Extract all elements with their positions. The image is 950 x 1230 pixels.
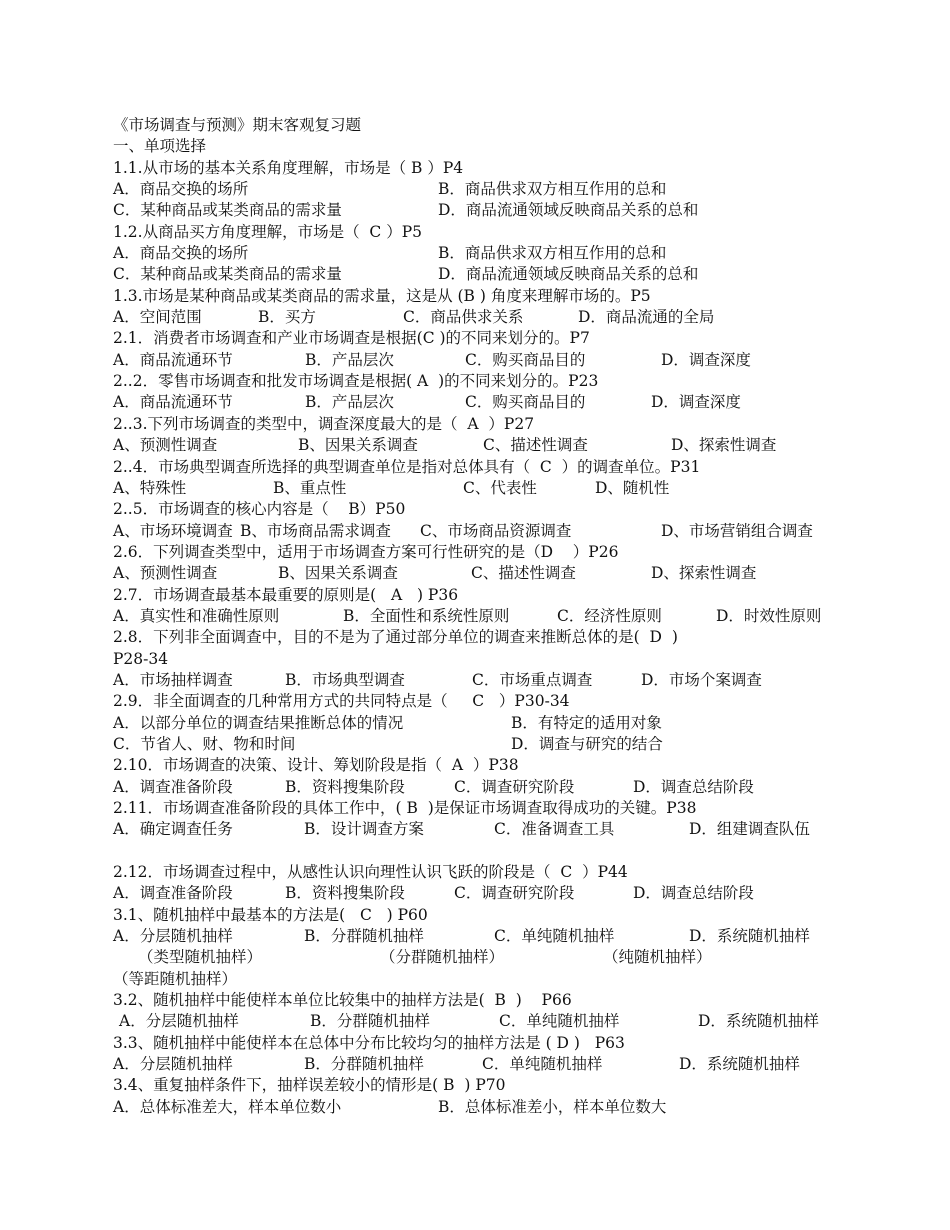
question-line xyxy=(113,862,873,883)
question-line xyxy=(113,542,873,563)
option-text: D．系统随机抽样 xyxy=(689,927,810,946)
option-text: D．系统随机抽样 xyxy=(698,1012,819,1031)
option-line xyxy=(113,435,873,456)
option-text: C．某种商品或某类商品的需求量 xyxy=(113,265,342,284)
option-text: C．某种商品或某类商品的需求量 xyxy=(113,201,342,220)
question-text: 2.7．市场调查最基本最重要的原则是( A ) P36 xyxy=(113,585,459,604)
option-text: C．购买商品目的 xyxy=(465,393,586,412)
option-text: C．商品供求关系 xyxy=(403,308,524,327)
option-text: B．产品层次 xyxy=(305,350,394,369)
option-line xyxy=(113,883,873,904)
question-text: 2.6．下列调查类型中，适用于市场调查方案可行性研究的是（D ）P26 xyxy=(113,542,619,561)
option-text: C．节省人、财、物和时间 xyxy=(113,734,296,753)
option-text: D．调查总结阶段 xyxy=(633,777,754,796)
question-line xyxy=(113,990,873,1011)
question-line xyxy=(113,414,873,435)
option-text: D、市场营销组合调查 xyxy=(661,521,813,540)
blank-line xyxy=(113,841,873,862)
option-text: A．确定调查任务 xyxy=(113,820,233,839)
option-text: A．总体标准差大，样本单位数小 xyxy=(113,1097,342,1116)
question-text: 2.1．消费者市场调查和产业市场调查是根据(C )的不同来划分的。P7 xyxy=(113,329,590,348)
question-line xyxy=(113,969,873,990)
option-text: C．经济性原则 xyxy=(557,606,662,625)
question-line xyxy=(113,649,873,670)
option-text: A．市场抽样调查 xyxy=(113,670,233,689)
option-text: A、特殊性 xyxy=(113,478,187,497)
question-text: （等距随机抽样） xyxy=(113,969,238,988)
question-text: 2.8．下列非全面调查中，目的不是为了通过部分单位的调查来推断总体的是( D ) xyxy=(113,628,678,647)
option-text: B．总体标准差小，样本单位数大 xyxy=(438,1097,667,1116)
option-line xyxy=(113,777,873,798)
option-text: D．组建调查队伍 xyxy=(689,820,810,839)
option-text: D、探索性调查 xyxy=(651,564,757,583)
option-text: B．分群随机抽样 xyxy=(310,1012,430,1031)
document-title xyxy=(113,115,873,136)
question-text: 2.11．市场调查准备阶段的具体工作中，( B )是保证市场调查取得成功的关键。P38 xyxy=(113,799,697,817)
option-text: B．市场典型调查 xyxy=(285,670,405,689)
option-text: A．以部分单位的调查结果推断总体的情况 xyxy=(113,713,404,732)
option-text: A、预测性调查 xyxy=(113,564,218,583)
option-line xyxy=(113,200,873,221)
question-text: 2..3.下列市场调查的类型中，调查深度最大的是（ A ）P27 xyxy=(113,414,535,433)
option-line xyxy=(113,350,873,371)
question-line xyxy=(113,286,873,307)
option-text: C．单纯随机抽样 xyxy=(494,927,615,946)
option-text: A、预测性调查 xyxy=(113,436,218,455)
option-line xyxy=(113,1097,873,1118)
option-text: C．单纯随机抽样 xyxy=(482,1055,603,1074)
option-text: A、市场环境调查 xyxy=(113,521,233,540)
question-line xyxy=(113,371,873,392)
option-text: B．资料搜集阶段 xyxy=(285,777,405,796)
question-line xyxy=(113,627,873,648)
option-text: B．商品供求双方相互作用的总和 xyxy=(438,244,667,263)
option-text: D．调查深度 xyxy=(651,393,741,412)
option-text: B．买方 xyxy=(258,308,316,327)
option-text: D、随机性 xyxy=(595,478,670,497)
option-text: B、因果关系调查 xyxy=(298,436,418,455)
question-text: 3.1、随机抽样中最基本的方法是( C ) P60 xyxy=(113,905,428,924)
option-line xyxy=(113,563,873,584)
option-text: （纯随机抽样） xyxy=(603,948,712,967)
option-text: A．商品交换的场所 xyxy=(113,180,249,199)
question-text: 1.2.从商品买方角度理解，市场是（ C ）P5 xyxy=(113,222,423,241)
question-text: P28-34 xyxy=(113,649,169,668)
option-text: B．有特定的适用对象 xyxy=(511,713,662,732)
question-text: 3.2、随机抽样中能使样本单位比较集中的抽样方法是( B ) P66 xyxy=(113,991,572,1010)
question-text: 1.1.从市场的基本关系角度理解，市场是（ B ）P4 xyxy=(113,158,464,177)
option-line xyxy=(113,243,873,264)
option-text: C．准备调查工具 xyxy=(494,820,615,839)
option-text: B．产品层次 xyxy=(305,393,394,412)
option-text: D．调查总结阶段 xyxy=(633,884,754,903)
option-text: A．空间范围 xyxy=(113,308,202,327)
question-line xyxy=(113,1075,873,1096)
question-line xyxy=(113,222,873,243)
option-text: A．商品流通环节 xyxy=(113,393,233,412)
question-text: 3.3、随机抽样中能使样本在总体中分布比较均匀的抽样方法是 ( D ) P63 xyxy=(113,1033,625,1052)
option-line xyxy=(113,734,873,755)
option-text: C、代表性 xyxy=(463,478,537,497)
option-text: C．市场重点调查 xyxy=(472,670,593,689)
option-text: B、重点性 xyxy=(273,478,347,497)
option-text: B．资料搜集阶段 xyxy=(285,884,405,903)
option-text: A．分层随机抽样 xyxy=(119,1012,239,1031)
question-text: 2..2．零售市场调查和批发市场调查是根据( A )的不同来划分的。P23 xyxy=(113,372,599,391)
section-text: 一、单项选择 xyxy=(113,137,207,156)
option-text: A．商品流通环节 xyxy=(113,350,233,369)
option-text: D．商品流通领域反映商品关系的总和 xyxy=(438,265,699,284)
option-text: C、市场商品资源调查 xyxy=(420,521,572,540)
option-line xyxy=(113,947,873,968)
question-line xyxy=(113,585,873,606)
option-text: D．时效性原则 xyxy=(716,606,822,625)
option-line xyxy=(113,264,873,285)
option-line xyxy=(113,670,873,691)
option-text: B．分群随机抽样 xyxy=(304,927,424,946)
option-text: C．购买商品目的 xyxy=(465,350,586,369)
option-line xyxy=(113,521,873,542)
question-text: 2..4．市场典型调查所选择的典型调查单位是指对总体具有（ C ）的调查单位。P31 xyxy=(113,457,701,476)
question-text: 2.12．市场调查过程中，从感性认识向理性认识飞跃的阶段是（ C ）P44 xyxy=(113,863,628,882)
option-text: （分群随机抽样） xyxy=(380,948,505,967)
option-line xyxy=(113,606,873,627)
option-text: D、探索性调查 xyxy=(671,436,777,455)
question-list xyxy=(113,158,873,1118)
option-text: D．商品流通的全局 xyxy=(578,308,715,327)
option-text: B．商品供求双方相互作用的总和 xyxy=(438,180,667,199)
question-line xyxy=(113,691,873,712)
option-line xyxy=(113,307,873,328)
option-line xyxy=(113,392,873,413)
option-line xyxy=(113,926,873,947)
question-line xyxy=(113,457,873,478)
question-line xyxy=(113,755,873,776)
question-line xyxy=(113,328,873,349)
document-body xyxy=(113,115,873,1118)
question-line xyxy=(113,905,873,926)
option-text: D．调查与研究的结合 xyxy=(511,734,663,753)
option-text: C．单纯随机抽样 xyxy=(499,1012,620,1031)
option-text: B、因果关系调查 xyxy=(278,564,398,583)
option-text: A．调查准备阶段 xyxy=(113,777,233,796)
question-line xyxy=(113,499,873,520)
option-text: B．全面性和系统性原则 xyxy=(343,606,510,625)
option-line xyxy=(113,819,873,840)
question-text: 2.10．市场调查的决策、设计、筹划阶段是指（ A ）P38 xyxy=(113,756,519,775)
question-line xyxy=(113,1033,873,1054)
option-text: C．调查研究阶段 xyxy=(454,777,575,796)
option-text: A．调查准备阶段 xyxy=(113,884,233,903)
option-text: A．商品交换的场所 xyxy=(113,244,249,263)
question-text: 3.4、重复抽样条件下，抽样误差较小的情形是( B ) P70 xyxy=(113,1076,506,1095)
option-line xyxy=(113,478,873,499)
option-line xyxy=(113,1011,873,1032)
option-text: B．分群随机抽样 xyxy=(304,1055,424,1074)
option-text: D．商品流通领域反映商品关系的总和 xyxy=(438,201,699,220)
option-text: A．分层随机抽样 xyxy=(113,927,233,946)
question-text: 1.3.市场是某种商品或某类商品的需求量，这是从 (B ) 角度来理解市场的。P5 xyxy=(113,286,651,305)
option-text: C、描述性调查 xyxy=(483,436,588,455)
option-line xyxy=(113,1054,873,1075)
option-text: D．系统随机抽样 xyxy=(679,1055,800,1074)
option-text: B．设计调查方案 xyxy=(304,820,424,839)
option-text: C．调查研究阶段 xyxy=(454,884,575,903)
question-line xyxy=(113,158,873,179)
option-text: （类型随机抽样） xyxy=(138,948,263,967)
option-text: D．市场个案调查 xyxy=(641,670,762,689)
option-text: C、描述性调查 xyxy=(471,564,576,583)
title-text: 《市场调查与预测》期末客观复习题 xyxy=(113,116,362,134)
option-text: A．真实性和准确性原则 xyxy=(113,606,280,625)
question-text: 2..5．市场调查的核心内容是（ B）P50 xyxy=(113,500,406,519)
section-heading xyxy=(113,136,873,157)
option-text: A．分层随机抽样 xyxy=(113,1055,233,1074)
option-line xyxy=(113,179,873,200)
question-text: 2.9．非全面调查的几种常用方式的共同特点是（ C ）P30-34 xyxy=(113,692,570,711)
option-text: D．调查深度 xyxy=(661,350,751,369)
option-text: B、市场商品需求调查 xyxy=(240,521,391,540)
option-line xyxy=(113,713,873,734)
question-line xyxy=(113,798,873,819)
